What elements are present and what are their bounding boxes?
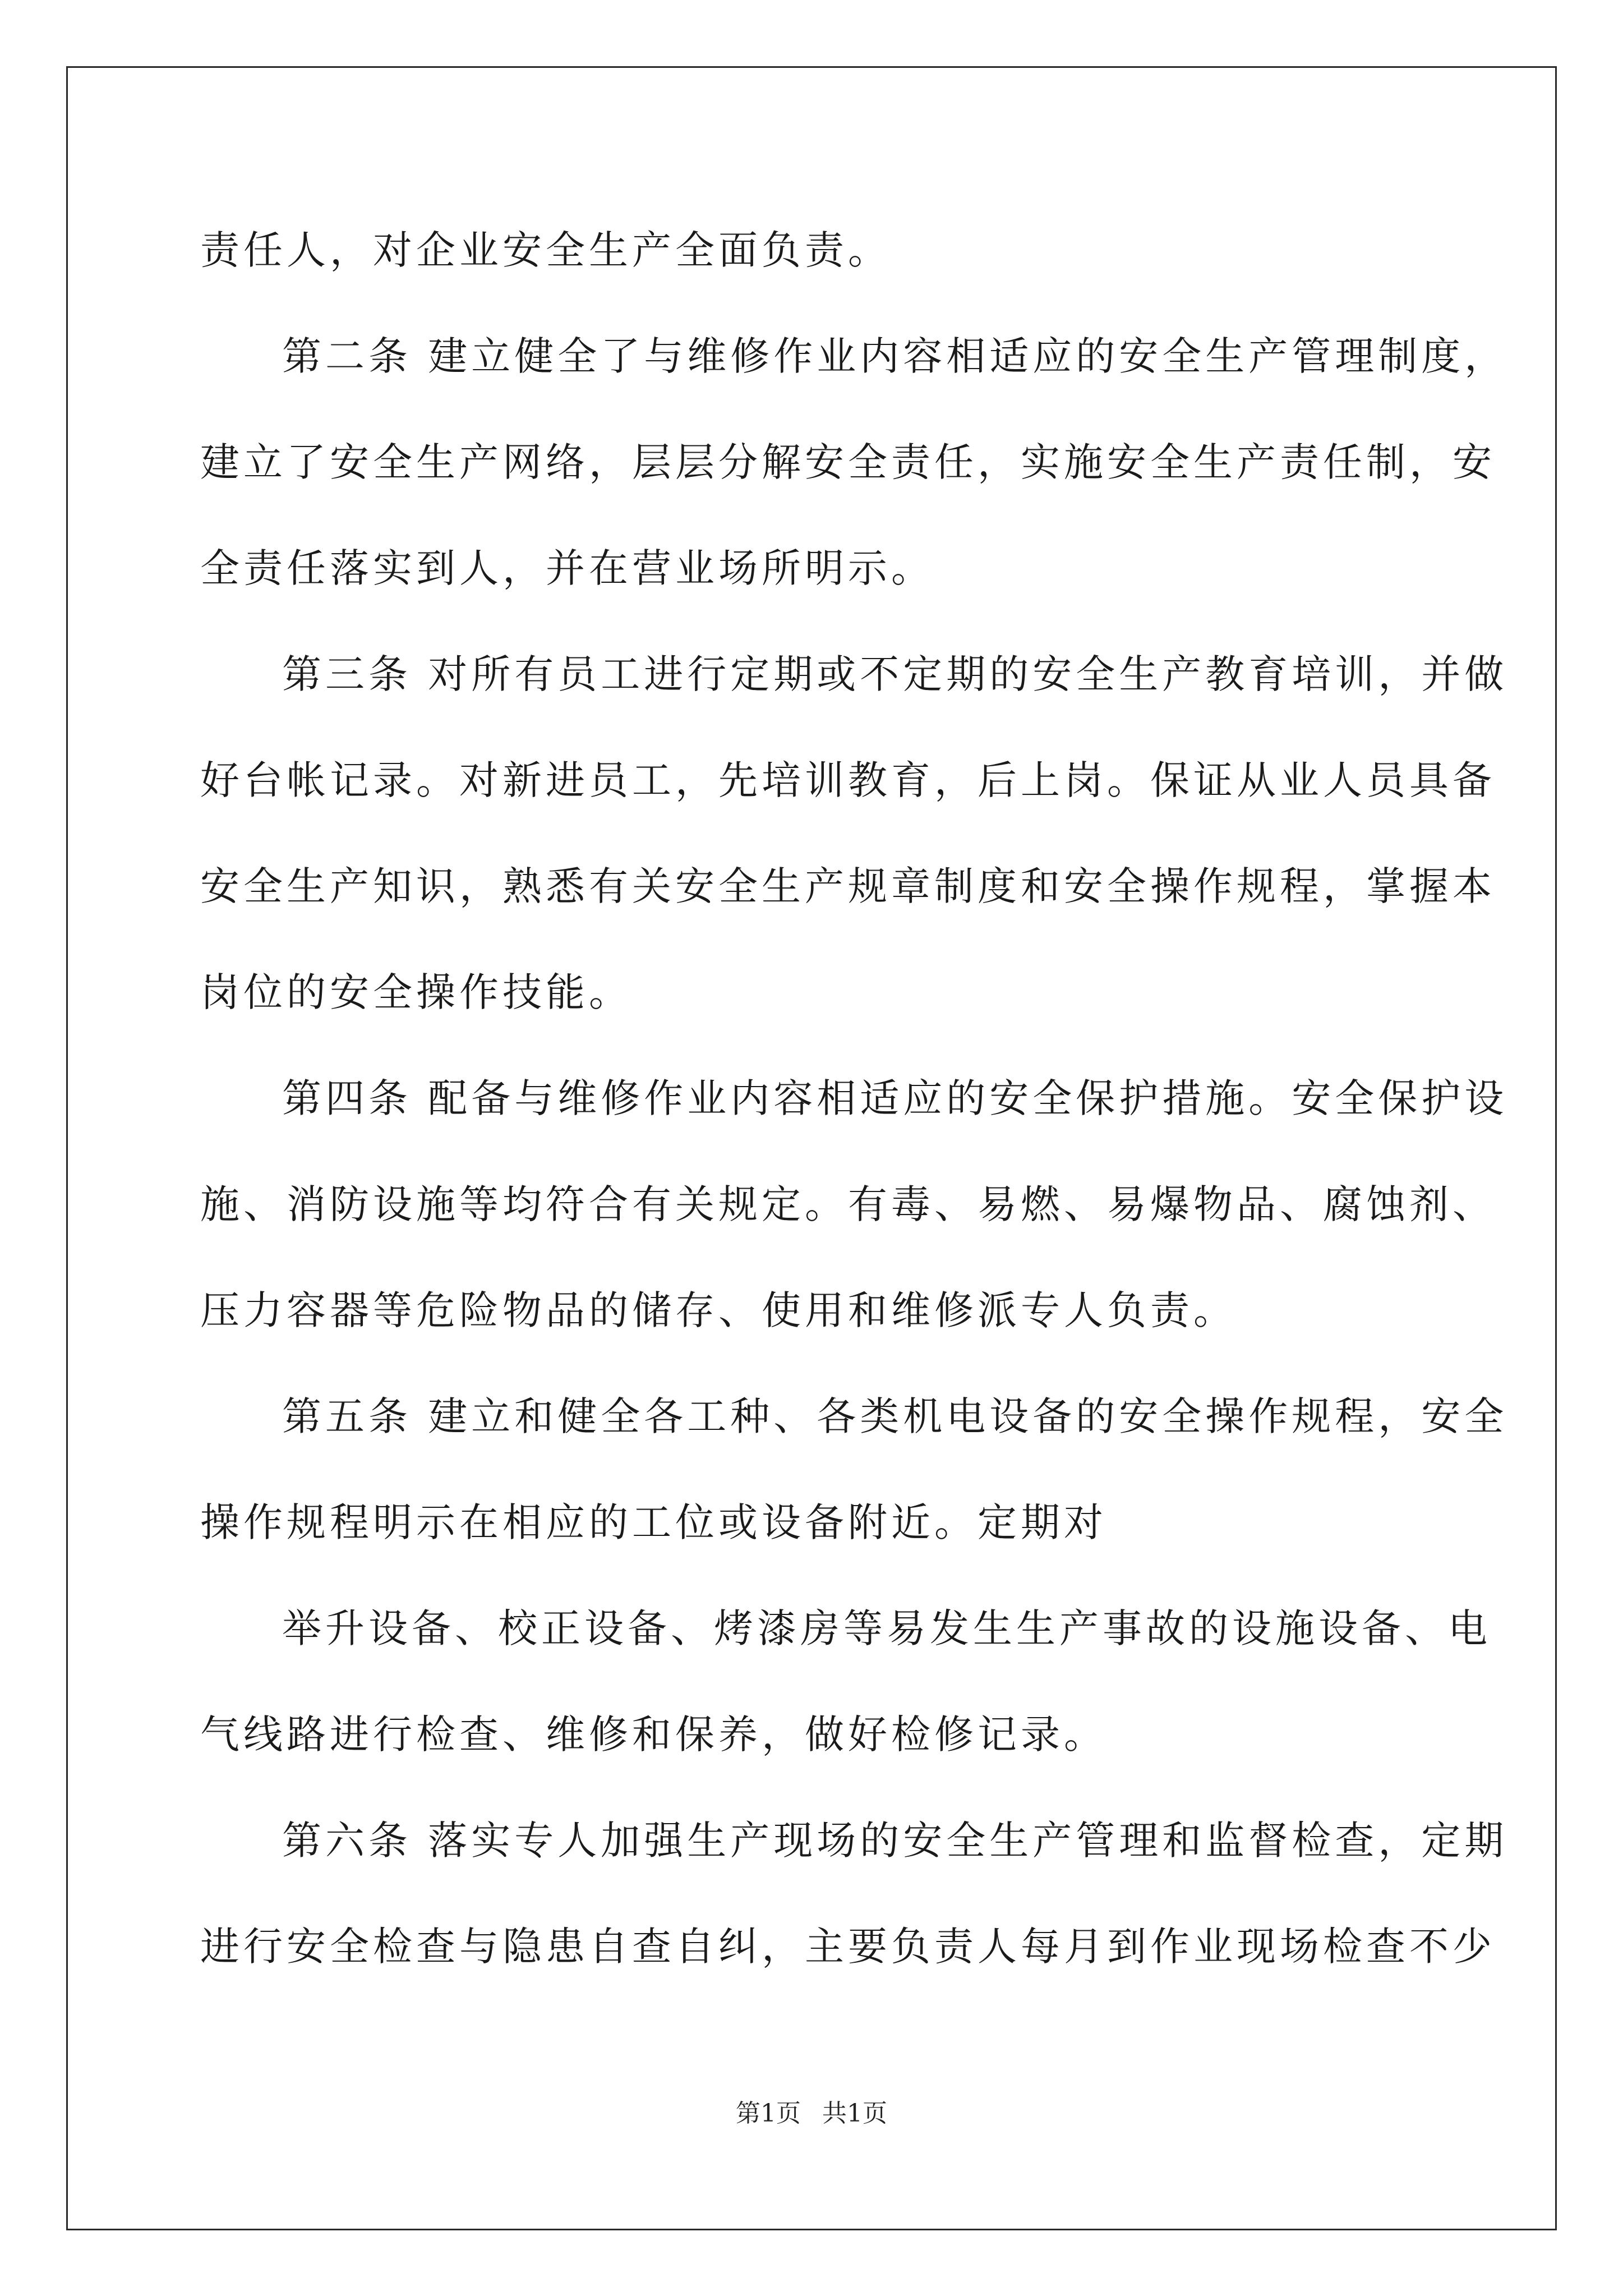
text-line: 压力容器等危险物品的储存、使用和维修派专人负责。 bbox=[200, 1287, 1237, 1333]
page-total: 共1页 bbox=[822, 2099, 887, 2128]
text-line: 进行安全检查与隐患自查自纠，主要负责人每月到作业现场检查不少 bbox=[200, 1924, 1496, 1970]
text-line: 第六条 落实专人加强生产现场的安全生产管理和监督检查，定期 bbox=[282, 1818, 1508, 1864]
text-line: 建立了安全生产网络，层层分解安全责任，实施安全生产责任制，安 bbox=[200, 439, 1496, 485]
text-line: 第二条 建立健全了与维修作业内容相适应的安全生产管理制度， bbox=[282, 333, 1508, 379]
text-line: 施、消防设施等均符合有关规定。有毒、易燃、易爆物品、腐蚀剂、 bbox=[200, 1181, 1496, 1227]
page-number: 第1页 bbox=[736, 2099, 801, 2128]
text-line: 气线路进行检查、维修和保养，做好检修记录。 bbox=[200, 1711, 1107, 1757]
page-footer bbox=[0, 2097, 1623, 2131]
text-line: 操作规程明示在相应的工位或设备附近。定期对 bbox=[200, 1499, 1107, 1545]
text-line: 岗位的安全操作技能。 bbox=[200, 969, 632, 1015]
text-line: 第三条 对所有员工进行定期或不定期的安全生产教育培训，并做 bbox=[282, 651, 1508, 697]
text-line: 全责任落实到人，并在营业场所明示。 bbox=[200, 545, 934, 591]
text-line: 第五条 建立和健全各工种、各类机电设备的安全操作规程，安全 bbox=[282, 1393, 1508, 1439]
text-line: 好台帐记录。对新进员工，先培训教育，后上岗。保证从业人员具备 bbox=[200, 757, 1496, 803]
text-line: 责任人，对企业安全生产全面负责。 bbox=[200, 227, 891, 273]
text-line: 第四条 配备与维修作业内容相适应的安全保护措施。安全保护设 bbox=[282, 1075, 1508, 1121]
text-line: 安全生产知识，熟悉有关安全生产规章制度和安全操作规程，掌握本 bbox=[200, 863, 1496, 909]
text-line: 举升设备、校正设备、烤漆房等易发生生产事故的设施设备、电 bbox=[282, 1605, 1491, 1651]
